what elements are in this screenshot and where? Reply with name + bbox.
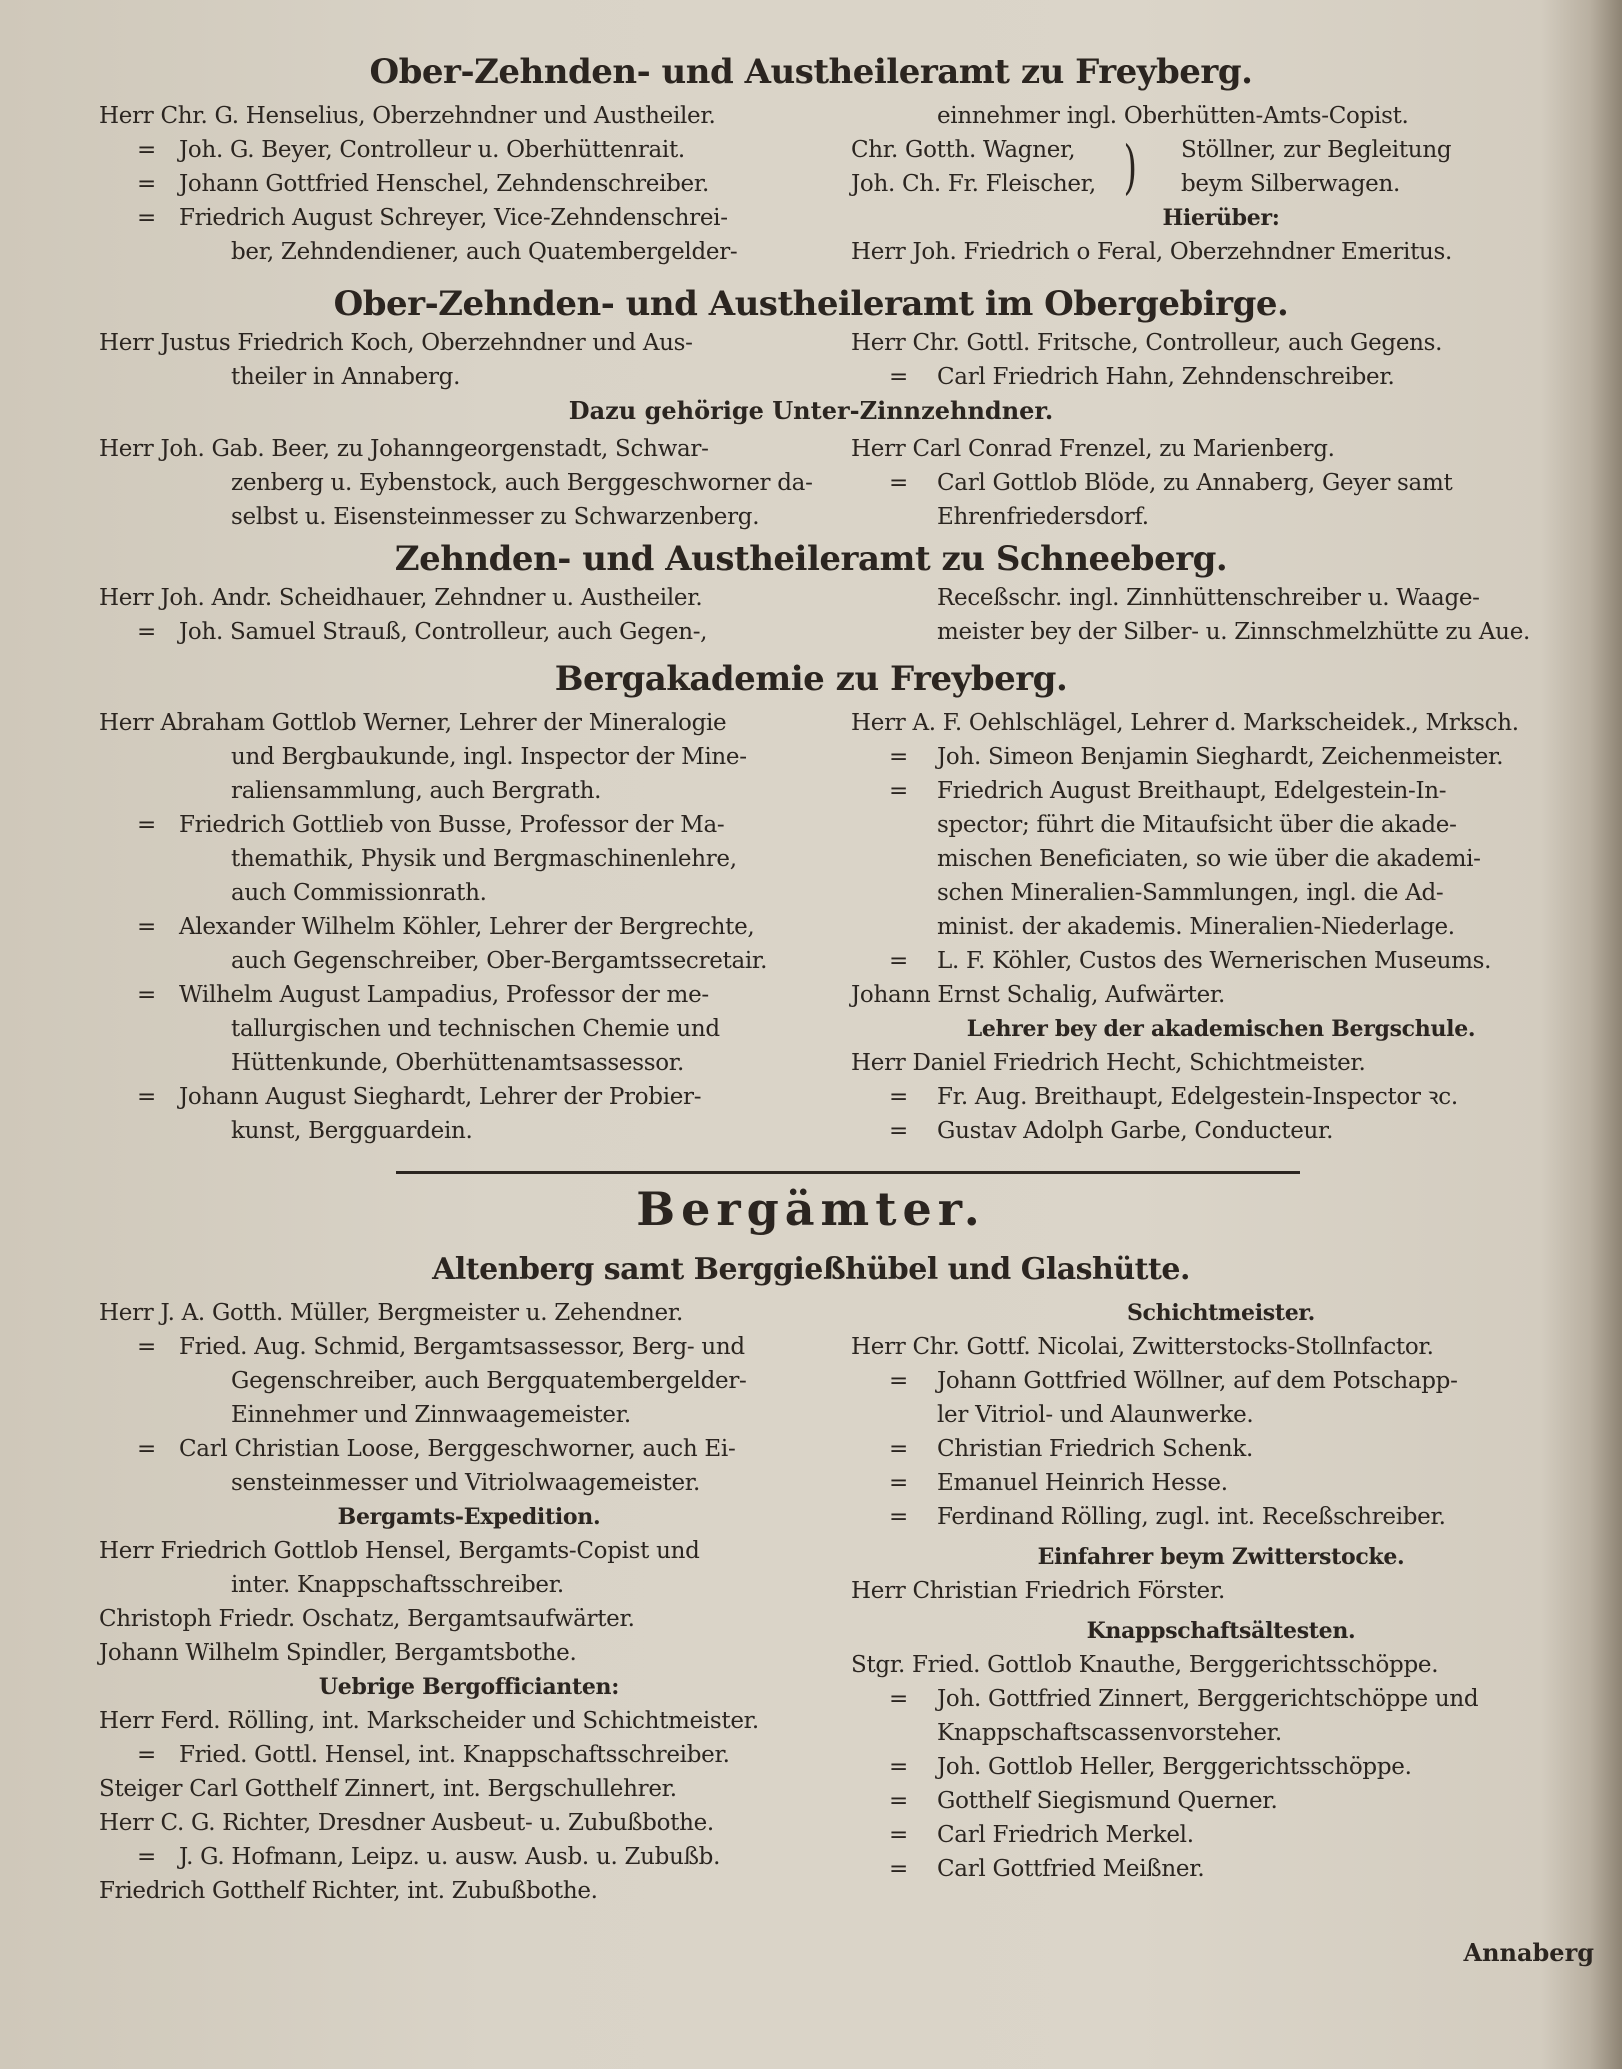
ditto-mark: = (137, 1334, 156, 1360)
entry-text: Herr C. G. Richter, Dresdner Ausbeut- u. Zubußbothe. (99, 1810, 714, 1836)
ditto-mark: = (889, 470, 908, 496)
entry-line (99, 1114, 839, 1148)
section-subtitle: Dazu gehörige Unter-Zinnzehndner. (568, 396, 1054, 425)
right-column (851, 432, 1591, 534)
entry-line (851, 1716, 1591, 1750)
entry-text: Carl Gottfried Meißner. (937, 1856, 1205, 1882)
ditto-mark: = (137, 171, 156, 197)
right-column (851, 706, 1591, 1148)
entry-line (99, 876, 839, 910)
entry-text: schen Mineralien-Sammlungen, ingl. die Ad- (937, 880, 1444, 906)
entry-text: Herr Chr. G. Henselius, Oberzehndner und Austheiler. (99, 103, 716, 129)
entry-line (851, 360, 1591, 394)
entry-line (851, 944, 1591, 978)
section-subtitle: Altenberg samt Berggießhübel und Glashütte. (432, 1252, 1190, 1287)
entry-text: themathik, Physik und Bergmaschinenlehre, (231, 846, 737, 872)
entry-text: Johann Gottfried Wöllner, auf dem Potschapp- (937, 1368, 1458, 1394)
entry-text: Uebrige Bergofficianten: (318, 1674, 620, 1700)
ditto-mark: = (137, 137, 156, 163)
ditto-mark: = (889, 1788, 908, 1814)
entry-text: Fried. Aug. Schmid, Bergamtsassessor, Berg- und (179, 1334, 745, 1360)
entry-line (99, 808, 839, 842)
entry-line (851, 740, 1591, 774)
left-column (99, 99, 839, 269)
entry-text: Christoph Friedr. Oschatz, Bergamtsaufwärter. (99, 1606, 635, 1632)
entry-text: Friedrich Gottlieb von Busse, Professor der Ma- (179, 812, 725, 838)
entry-text: Bergamts-Expedition. (337, 1504, 601, 1530)
entry-line (851, 1818, 1591, 1852)
entry-text: Lehrer bey der akademischen Bergschule. (966, 1016, 1476, 1042)
ditto-mark: = (889, 1084, 908, 1110)
entry-line (851, 1852, 1591, 1886)
entry-line (99, 1738, 839, 1772)
entry-text: Hierüber: (1162, 205, 1280, 231)
entry-line (99, 1874, 839, 1908)
subheading (851, 1296, 1591, 1330)
entry-line (851, 1784, 1591, 1818)
entry-line (851, 1046, 1591, 1080)
entry-line (851, 1682, 1591, 1716)
entry-text: J. G. Hofmann, Leipz. u. ausw. Ausb. u. Zubußb. (179, 1844, 721, 1870)
entry-text: inter. Knappschaftsschreiber. (231, 1572, 564, 1598)
entry-text: Alexander Wilhelm Köhler, Lehrer der Bergrechte, (179, 914, 755, 940)
entry-line (99, 842, 839, 876)
entry-line (851, 235, 1591, 269)
entry-line (99, 133, 839, 167)
ditto-mark: = (889, 778, 908, 804)
entry-line (99, 774, 839, 808)
entry-line (851, 910, 1591, 944)
entry-text: sensteinmesser und Vitriolwaagemeister. (231, 1470, 700, 1496)
entry-line (851, 1114, 1591, 1148)
subheading (99, 1670, 839, 1704)
entry-line (851, 1750, 1591, 1784)
section-title: Bergakademie zu Freyberg. (554, 659, 1068, 699)
subheading (99, 1500, 839, 1534)
ditto-mark: = (137, 205, 156, 231)
entry-text: Schichtmeister. (1126, 1300, 1316, 1326)
entry-line (99, 910, 839, 944)
entry-line (99, 1806, 839, 1840)
ditto-mark: = (889, 1822, 908, 1848)
entry-line (851, 876, 1591, 910)
entry-text: Chr. Gotth. Wagner, (851, 137, 1076, 163)
entry-line (99, 944, 839, 978)
entry-line (851, 842, 1591, 876)
entry-text: Hüttenkunde, Oberhüttenamtsassessor. (231, 1050, 684, 1076)
ditto-mark: = (137, 982, 156, 1008)
entry-text: Carl Christian Loose, Berggeschworner, auch Ei- (179, 1436, 736, 1462)
entry-text: Steiger Carl Gotthelf Zinnert, int. Bergschullehrer. (99, 1776, 677, 1802)
entry-line (99, 1330, 839, 1364)
section-title: Ober-Zehnden- und Austheileramt zu Freyberg. (369, 52, 1253, 92)
entry-text: Knappschaftscassenvorsteher. (937, 1720, 1282, 1746)
entry-text: Herr J. A. Gotth. Müller, Bergmeister u. Zehendner. (99, 1300, 684, 1326)
entry-text: kunst, Bergguardein. (231, 1118, 473, 1144)
section-title: Zehnden- und Austheileramt zu Schneeberg. (394, 539, 1228, 579)
entry-line (99, 706, 839, 740)
entry-line (99, 360, 839, 394)
ditto-mark: = (889, 948, 908, 974)
section-title: Bergämter. (636, 1182, 986, 1236)
entry-text: zenberg u. Eybenstock, auch Berggeschworner da- (231, 470, 813, 496)
left-column (99, 706, 839, 1148)
entry-line (99, 615, 839, 649)
entry-line (851, 432, 1591, 466)
entry-line (851, 774, 1591, 808)
entry-text: Friedrich August Schreyer, Vice-Zehndenschrei- (179, 205, 728, 231)
entry-line (99, 326, 839, 360)
entry-text: auch Commissionrath. (231, 880, 487, 906)
ditto-mark: = (137, 1742, 156, 1768)
entry-text: Wilhelm August Lampadius, Professor der me- (179, 982, 709, 1008)
ditto-mark: = (889, 744, 908, 770)
entry-line (851, 1364, 1591, 1398)
entry-line (99, 1466, 839, 1500)
entry-line (851, 500, 1591, 534)
ditto-mark: = (889, 1754, 908, 1780)
subheading (851, 1540, 1591, 1574)
ditto-mark: = (137, 812, 156, 838)
entry-line (99, 1772, 839, 1806)
entry-line (851, 1432, 1591, 1466)
role-text: Stöllner, zur Begleitung (1181, 137, 1452, 163)
entry-text: Ferdinand Rölling, zugl. int. Receßschreiber. (937, 1504, 1446, 1530)
entry-line (99, 1364, 839, 1398)
entry-line (99, 1080, 839, 1114)
entry-line (99, 167, 839, 201)
entry-line (99, 1534, 839, 1568)
right-column (851, 326, 1591, 394)
entry-line (99, 740, 839, 774)
section-title: Ober-Zehnden- und Austheileramt im Obergebirge. (333, 284, 1289, 324)
entry-line (851, 326, 1591, 360)
entry-text: Joh. Gottlob Heller, Berggerichtsschöppe. (937, 1754, 1412, 1780)
left-column (99, 432, 839, 534)
left-column (99, 326, 839, 394)
entry-line (851, 706, 1591, 740)
entry-line (851, 466, 1591, 500)
right-column (851, 99, 1591, 269)
ditto-mark: = (137, 1084, 156, 1110)
entry-text: Joh. Simeon Benjamin Sieghardt, Zeichenmeister. (937, 744, 1504, 770)
entry-text: Joh. Gottfried Zinnert, Berggerichtschöppe und (937, 1686, 1479, 1712)
entry-line (851, 1466, 1591, 1500)
entry-text: meister bey der Silber- u. Zinnschmelzhütte zu Aue. (937, 619, 1531, 645)
entry-line (851, 1330, 1591, 1364)
entry-text: Herr Joh. Gab. Beer, zu Johanngeorgenstadt, Schwar- (99, 436, 709, 462)
entry-text: Herr Chr. Gottl. Fritsche, Controlleur, auch Gegens. (851, 330, 1443, 356)
subheading (851, 1614, 1591, 1648)
entry-text: Receßschr. ingl. Zinnhüttenschreiber u. Waage- (937, 585, 1480, 611)
ditto-mark: = (137, 1436, 156, 1462)
entry-line (851, 99, 1591, 133)
left-column (99, 1296, 839, 1908)
entry-line (99, 235, 839, 269)
entry-text: Herr Chr. Gottf. Nicolai, Zwitterstocks-Stollnfactor. (851, 1334, 1434, 1360)
entry-line (99, 978, 839, 1012)
entry-text: L. F. Köhler, Custos des Wernerischen Museums. (937, 948, 1492, 974)
entry-text: spector; führt die Mitaufsicht über die akade- (937, 812, 1457, 838)
ditto-mark: = (137, 619, 156, 645)
entry-line (99, 1398, 839, 1432)
entry-text: ber, Zehndendiener, auch Quatembergelder- (231, 239, 738, 265)
entry-text: Carl Friedrich Merkel. (937, 1822, 1194, 1848)
entry-text: Stgr. Fried. Gottlob Knauthe, Berggerichtsschöppe. (851, 1652, 1439, 1678)
entry-line (99, 1840, 839, 1874)
entry-line (851, 581, 1591, 615)
ditto-mark: = (137, 914, 156, 940)
entry-text: theiler in Annaberg. (231, 364, 461, 390)
subheading (851, 201, 1591, 235)
entry-text: tallurgischen und technischen Chemie und (231, 1016, 720, 1042)
entry-line (99, 99, 839, 133)
entry-line (99, 201, 839, 235)
entry-text: selbst u. Eisensteinmesser zu Schwarzenberg. (231, 504, 760, 530)
role-text: beym Silberwagen. (1181, 171, 1401, 197)
entry-text: Friedrich August Breithaupt, Edelgestein-In- (937, 778, 1447, 804)
ditto-mark: = (889, 364, 908, 390)
ditto-mark: = (889, 1504, 908, 1530)
entry-text: Einnehmer und Zinnwaagemeister. (231, 1402, 631, 1428)
entry-text: Ehrenfriedersdorf. (937, 504, 1149, 530)
entry-line (99, 1568, 839, 1602)
entry-text: Herr Friedrich Gottlob Hensel, Bergamts-Copist und (99, 1538, 700, 1564)
entry-text: Herr Joh. Friedrich o Feral, Oberzehndner Emeritus. (851, 239, 1453, 265)
entry-line (851, 615, 1591, 649)
ditto-mark: = (137, 1844, 156, 1870)
entry-text: Herr Ferd. Rölling, int. Markscheider und Schichtmeister. (99, 1708, 759, 1734)
entry-text: Herr A. F. Oehlschlägel, Lehrer d. Markscheidek., Mrksch. (851, 710, 1519, 736)
left-column (99, 581, 839, 649)
entry-line (851, 167, 1591, 201)
ditto-mark: = (889, 1470, 908, 1496)
entry-line (851, 808, 1591, 842)
entry-line (99, 1636, 839, 1670)
catchword: Annaberg (1463, 1938, 1594, 1967)
entry-line (851, 1648, 1591, 1682)
entry-line (99, 1704, 839, 1738)
entry-text: Carl Gottlob Blöde, zu Annaberg, Geyer samt (937, 470, 1453, 496)
ditto-mark: = (889, 1368, 908, 1394)
entry-line (851, 1080, 1591, 1114)
entry-text: Johann Wilhelm Spindler, Bergamtsbothe. (99, 1640, 577, 1666)
entry-text: Emanuel Heinrich Hesse. (937, 1470, 1228, 1496)
entry-line (851, 1574, 1591, 1608)
entry-line (99, 1296, 839, 1330)
entry-text: Gustav Adolph Garbe, Conducteur. (937, 1118, 1334, 1144)
entry-text: Johann Gottfried Henschel, Zehndenschreiber. (179, 171, 710, 197)
entry-text: Herr Abraham Gottlob Werner, Lehrer der Mineralogie (99, 710, 727, 736)
entry-text: Carl Friedrich Hahn, Zehndenschreiber. (937, 364, 1395, 390)
entry-line (99, 581, 839, 615)
entry-text: minist. der akademis. Mineralien-Niederlage. (937, 914, 1455, 940)
entry-text: einnehmer ingl. Oberhütten-Amts-Copist. (937, 103, 1409, 129)
entry-line (99, 500, 839, 534)
entry-text: mischen Beneficiaten, so wie über die akademi- (937, 846, 1481, 872)
entry-text: Joh. Samuel Strauß, Controlleur, auch Gegen-, (179, 619, 708, 645)
entry-text: Gegenschreiber, auch Bergquatembergelder- (231, 1368, 747, 1394)
entry-text: Einfahrer beym Zwitterstocke. (1037, 1544, 1405, 1570)
entry-text: Fr. Aug. Breithaupt, Edelgestein-Inspector ꝛc. (937, 1084, 1458, 1110)
entry-text: Christian Friedrich Schenk. (937, 1436, 1254, 1462)
entry-text: auch Gegenschreiber, Ober-Bergamtssecretair. (231, 948, 768, 974)
ditto-mark: = (889, 1856, 908, 1882)
entry-text: Joh. Ch. Fr. Fleischer, (851, 171, 1096, 197)
entry-text: Herr Christian Friedrich Förster. (851, 1578, 1226, 1604)
entry-line (851, 1398, 1591, 1432)
brace: ) (1123, 133, 1137, 201)
entry-line (99, 1012, 839, 1046)
entry-text: Herr Daniel Friedrich Hecht, Schichtmeister. (851, 1050, 1366, 1076)
entry-line (99, 1432, 839, 1466)
entry-line (99, 1602, 839, 1636)
ditto-mark: = (889, 1118, 908, 1144)
entry-text: Joh. G. Beyer, Controlleur u. Oberhüttenrait. (179, 137, 685, 163)
entry-line (99, 432, 839, 466)
ditto-mark: = (889, 1436, 908, 1462)
entry-line (99, 1046, 839, 1080)
right-column (851, 581, 1591, 649)
entry-line (99, 466, 839, 500)
entry-text: Gotthelf Siegismund Querner. (937, 1788, 1278, 1814)
entry-text: Johann Ernst Schalig, Aufwärter. (851, 982, 1226, 1008)
right-column (851, 1296, 1591, 1886)
entry-text: Fried. Gottl. Hensel, int. Knappschaftsschreiber. (179, 1742, 730, 1768)
entry-line (851, 1500, 1591, 1534)
entry-text: ler Vitriol- und Alaunwerke. (937, 1402, 1254, 1428)
entry-text: Knappschaftsältesten. (1086, 1618, 1356, 1644)
ditto-mark: = (889, 1686, 908, 1712)
entry-line (851, 978, 1591, 1012)
entry-text: Friedrich Gotthelf Richter, int. Zubußbothe. (99, 1878, 598, 1904)
subheading (851, 1012, 1591, 1046)
entry-text: Johann August Sieghardt, Lehrer der Probier- (179, 1084, 702, 1110)
divider-rule (396, 1171, 1300, 1174)
entry-text: raliensammlung, auch Bergrath. (231, 778, 602, 804)
entry-text: Herr Joh. Andr. Scheidhauer, Zehndner u. Austheiler. (99, 585, 703, 611)
entry-text: Herr Justus Friedrich Koch, Oberzehndner und Aus- (99, 330, 693, 356)
entry-text: Herr Carl Conrad Frenzel, zu Marienberg. (851, 436, 1335, 462)
entry-text: und Bergbaukunde, ingl. Inspector der Mine- (231, 744, 747, 770)
